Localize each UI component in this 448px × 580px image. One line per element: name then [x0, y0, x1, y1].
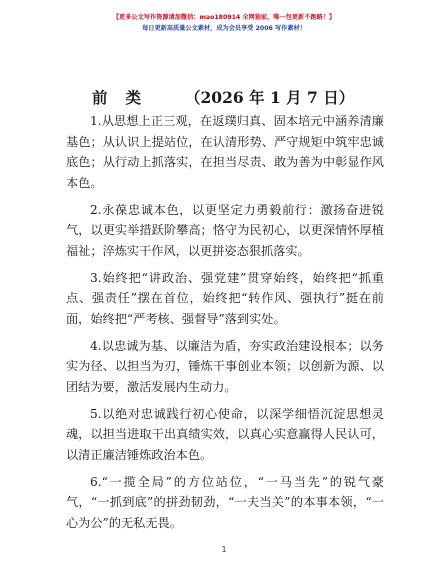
document-title [92, 86, 354, 108]
document-title-word: 前类 [92, 88, 160, 107]
promo-banner-line-1: 【更多公文写作资源请加微信：mao180914 全网独家，唯一包更新不跑路！】 [112, 14, 336, 21]
paragraph-6: 6.“一揽全局”的方位站位，“一马当先”的锐气豪气，“一抓到底”的拼劲韧劲，“一夫当关”的本事本领，“一心为公”的无私无畏。 [66, 474, 384, 530]
paragraph-2: 2.永葆忠诚本色，以更坚定力勇毅前行：激扬奋进锐气，以更实举措跃阶攀高；恪守为民初心，以更深情怀厚植福祉；淬炼实干作风，以更拼姿态狠抓落实。 [66, 202, 384, 258]
paragraph-5: 5.以绝对忠诚践行初心使命，以深学细悟沉淀思想灵魂，以担当进取干出真绩实效，以真心实意赢得人民认可，以清正廉洁锤炼政治本色。 [66, 406, 384, 462]
page-number: 1 [221, 545, 227, 554]
document-body [66, 111, 384, 540]
document-title-date: （2026 年 1 月 7 日） [185, 88, 355, 107]
paragraph-4: 4.以忠诚为基、以廉洁为盾，夯实政治建设根本；以务实为径、以担当为刃，锤炼干事创业本领；以创新为源、以团结为要，激活发展内生动力。 [66, 338, 384, 394]
promo-banner [0, 12, 448, 34]
paragraph-3: 3.始终把“讲政治、强党建”贯穿始终，始终把“抓重点、强责任”摆在首位，始终把“转作风、强执行”挺在前面，始终把“严考核、强督导”落到实处。 [66, 270, 384, 326]
promo-banner-line-2: 每日更新高质量公文素材，成为会员享受 2006 写作素材！ [142, 25, 306, 32]
paragraph-1: 1.从思想上正三观，在返璞归真、固本培元中涵养清廉基色；从认识上提站位，在认清形势、严守规矩中筑牢忠诚底色；从行动上抓落实，在担当尽责、敢为善为中彰显作风本色。 [66, 114, 384, 190]
